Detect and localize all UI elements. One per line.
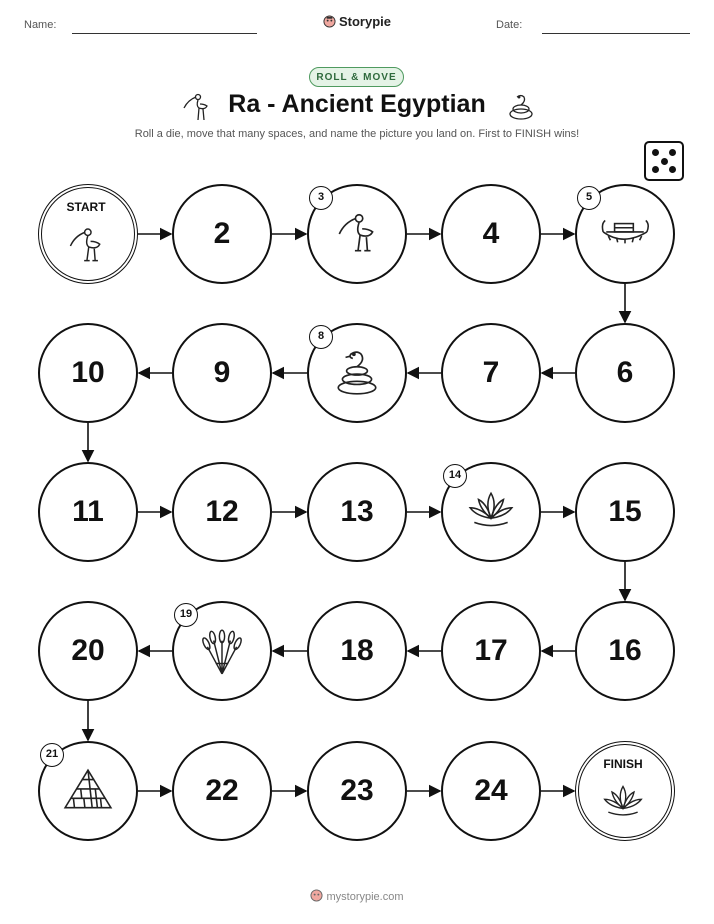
space-number: 7	[482, 356, 500, 389]
start-label: START	[66, 200, 106, 214]
board-space	[441, 184, 541, 284]
board-space	[38, 323, 138, 423]
board-space	[441, 741, 541, 841]
start-space	[38, 184, 138, 284]
space-number: 11	[72, 495, 104, 528]
space-number: 2	[213, 217, 231, 250]
space-number: 4	[482, 217, 500, 250]
storypie-logo-icon	[310, 889, 323, 902]
space-number: 23	[340, 774, 374, 807]
snake-icon	[332, 348, 382, 398]
page-title: Ra - Ancient Egyptian	[228, 90, 486, 118]
space-number: 15	[608, 495, 642, 528]
instructions: Roll a die, move that many spaces, and name the picture you land on. First to FINISH wins!	[134, 128, 580, 140]
board-space	[575, 601, 675, 701]
space-number-badge: 5	[577, 186, 601, 210]
footer	[0, 889, 714, 903]
lotus-icon	[466, 487, 516, 537]
space-number: 12	[205, 495, 239, 528]
board-space	[172, 462, 272, 562]
space-number: 18	[340, 634, 374, 667]
space-number: 17	[474, 634, 508, 667]
space-number-badge: 3	[309, 186, 333, 210]
space-number: 16	[608, 634, 642, 667]
finish-space	[575, 741, 675, 841]
ibis-icon	[332, 209, 382, 259]
board-space	[307, 462, 407, 562]
wheat-icon	[197, 626, 247, 676]
board-space	[172, 741, 272, 841]
date-label: Date:	[496, 19, 523, 31]
board-space	[575, 462, 675, 562]
space-number-badge: 14	[443, 464, 467, 488]
finish-label: FINISH	[603, 757, 643, 771]
space-number: 9	[213, 356, 231, 389]
footer-url: mystorypie.com	[326, 891, 404, 903]
space-number: 24	[474, 774, 508, 807]
board-space	[38, 601, 138, 701]
board-space	[172, 184, 272, 284]
space-number: 6	[616, 356, 634, 389]
space-number: 20	[71, 634, 105, 667]
board-space	[38, 462, 138, 562]
board-space	[307, 741, 407, 841]
space-number-badge: 21	[40, 743, 64, 767]
game-type-badge: ROLL & MOVE	[309, 67, 404, 87]
board-space	[172, 323, 272, 423]
board-space	[441, 601, 541, 701]
space-number: 13	[340, 495, 374, 528]
space-number: 10	[71, 356, 105, 389]
board-space	[307, 601, 407, 701]
board-space	[441, 323, 541, 423]
board-space	[575, 323, 675, 423]
name-label: Name:	[24, 19, 57, 31]
pyramid-icon	[63, 766, 113, 816]
space-number-badge: 19	[174, 603, 198, 627]
boat-icon	[600, 209, 650, 259]
ibis-icon	[64, 224, 108, 268]
lotus-icon	[601, 781, 645, 825]
brand-name: Storypie	[338, 14, 391, 29]
space-number: 22	[205, 774, 239, 807]
space-number-badge: 8	[309, 325, 333, 349]
